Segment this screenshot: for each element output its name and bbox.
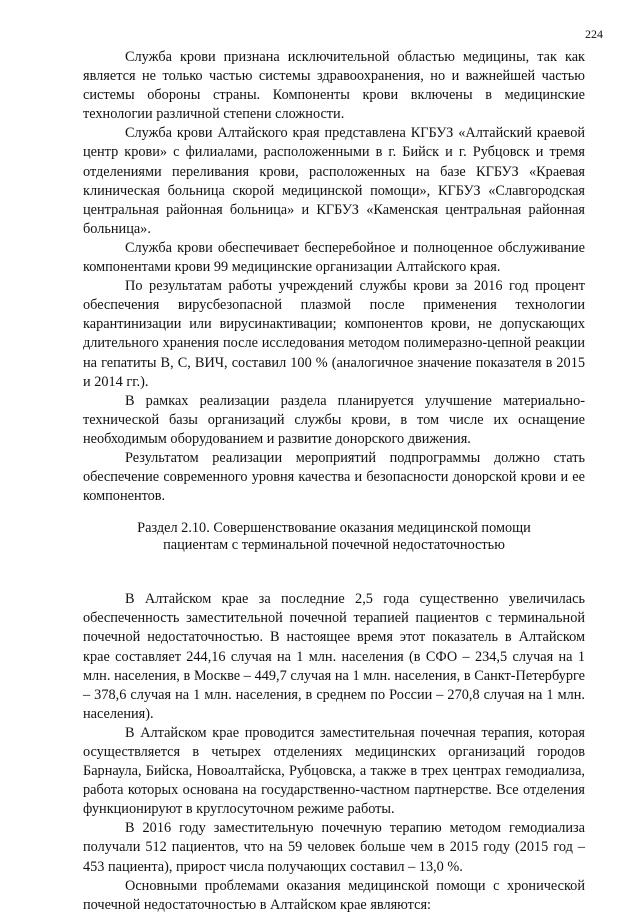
page-number: 224 bbox=[585, 27, 603, 41]
paragraph: В 2016 году заместительную почечную терапию методом гемодиализа получали 512 пациентов, что на 59 человек больше чем в 2015 году (2015 год – 453 пациента), прирост числа получающих составил – 13,0 %. bbox=[83, 820, 585, 875]
paragraph: Служба крови Алтайского края представлена КГБУЗ «Алтайский краевой центр крови» с филиалами, расположенными в г. Бийск и г. Рубцовск и тремя отделениями переливания крови, расположенных на базе КГБУЗ «Краевая клиническая больница скорой медицинской помощи», КГБУЗ «Славгородская центральная районная больница» и КГБУЗ «Каменская центральная районная больница». bbox=[83, 125, 585, 237]
paragraph: В Алтайском крае проводится заместительная почечная терапия, которая осуществляется в четырех отделениях медицинских организаций городов Барнаула, Бийска, Новоалтайска, Рубцовска, а также в трех центрах гемодиализа, работа которых основана на государственно-частном партнерстве. Все отделения функционируют в круглосуточном режиме работы. bbox=[83, 724, 585, 818]
document-body bbox=[83, 48, 585, 915]
paragraph: Основными проблемами оказания медицинской помощи с хронической почечной недостаточностью в Алтайском крае являются: bbox=[83, 877, 585, 913]
paragraph: По результатам работы учреждений службы крови за 2016 год процент обеспечения вирусбезопасной плазмой после применения технологии карантинизации или вирусинактивации; компонентов крови, не допускающих длительного хранения после исследования методом полимеразно-цепной реакции на гепатиты В, С, ВИЧ, составил 100 % (аналогичное значение показателя в 2015 и 2014 гг.). bbox=[83, 278, 585, 390]
paragraph: В рамках реализации раздела планируется улучшение материально-технической базы организаций службы крови, в том числе их оснащение необходимым оборудованием и развитие донорского движения. bbox=[83, 392, 585, 447]
paragraph: Результатом реализации мероприятий подпрограммы должно стать обеспечение современного уровня качества и безопасности донорской крови и ее компонентов. bbox=[83, 449, 585, 505]
paragraph: Служба крови обеспечивает бесперебойное и полноценное обслуживание компонентами крови 99 медицинские организации Алтайского края. bbox=[83, 239, 585, 276]
paragraph: Служба крови признана исключительной областью медицины, так как является не только частью системы здравоохранения, но и важнейшей частью системы обороны страны. Компоненты крови включены в медицинские технологии различной степени сложности. bbox=[83, 49, 585, 123]
paragraph: В Алтайском крае за последние 2,5 года существенно увеличилась обеспеченность заместительной почечной терапией пациентов с терминальной почечной недостаточностью. В настоящее время этот показатель в Алтайском крае составляет 244,16 случая на 1 млн. населения (в СФО – 234,5 случая на 1 млн. населения, в Москве – 449,7 случая на 1 млн. населения, в Санкт-Петербурге – 378,6 случая на 1 млн. населения, в среднем по России – 270,8 случая на 1 млн. населения). bbox=[83, 591, 585, 722]
section-heading: Раздел 2.10. Совершенствование оказания медицинской помощи пациентам с терминальной почечной недостаточностью bbox=[137, 520, 531, 553]
